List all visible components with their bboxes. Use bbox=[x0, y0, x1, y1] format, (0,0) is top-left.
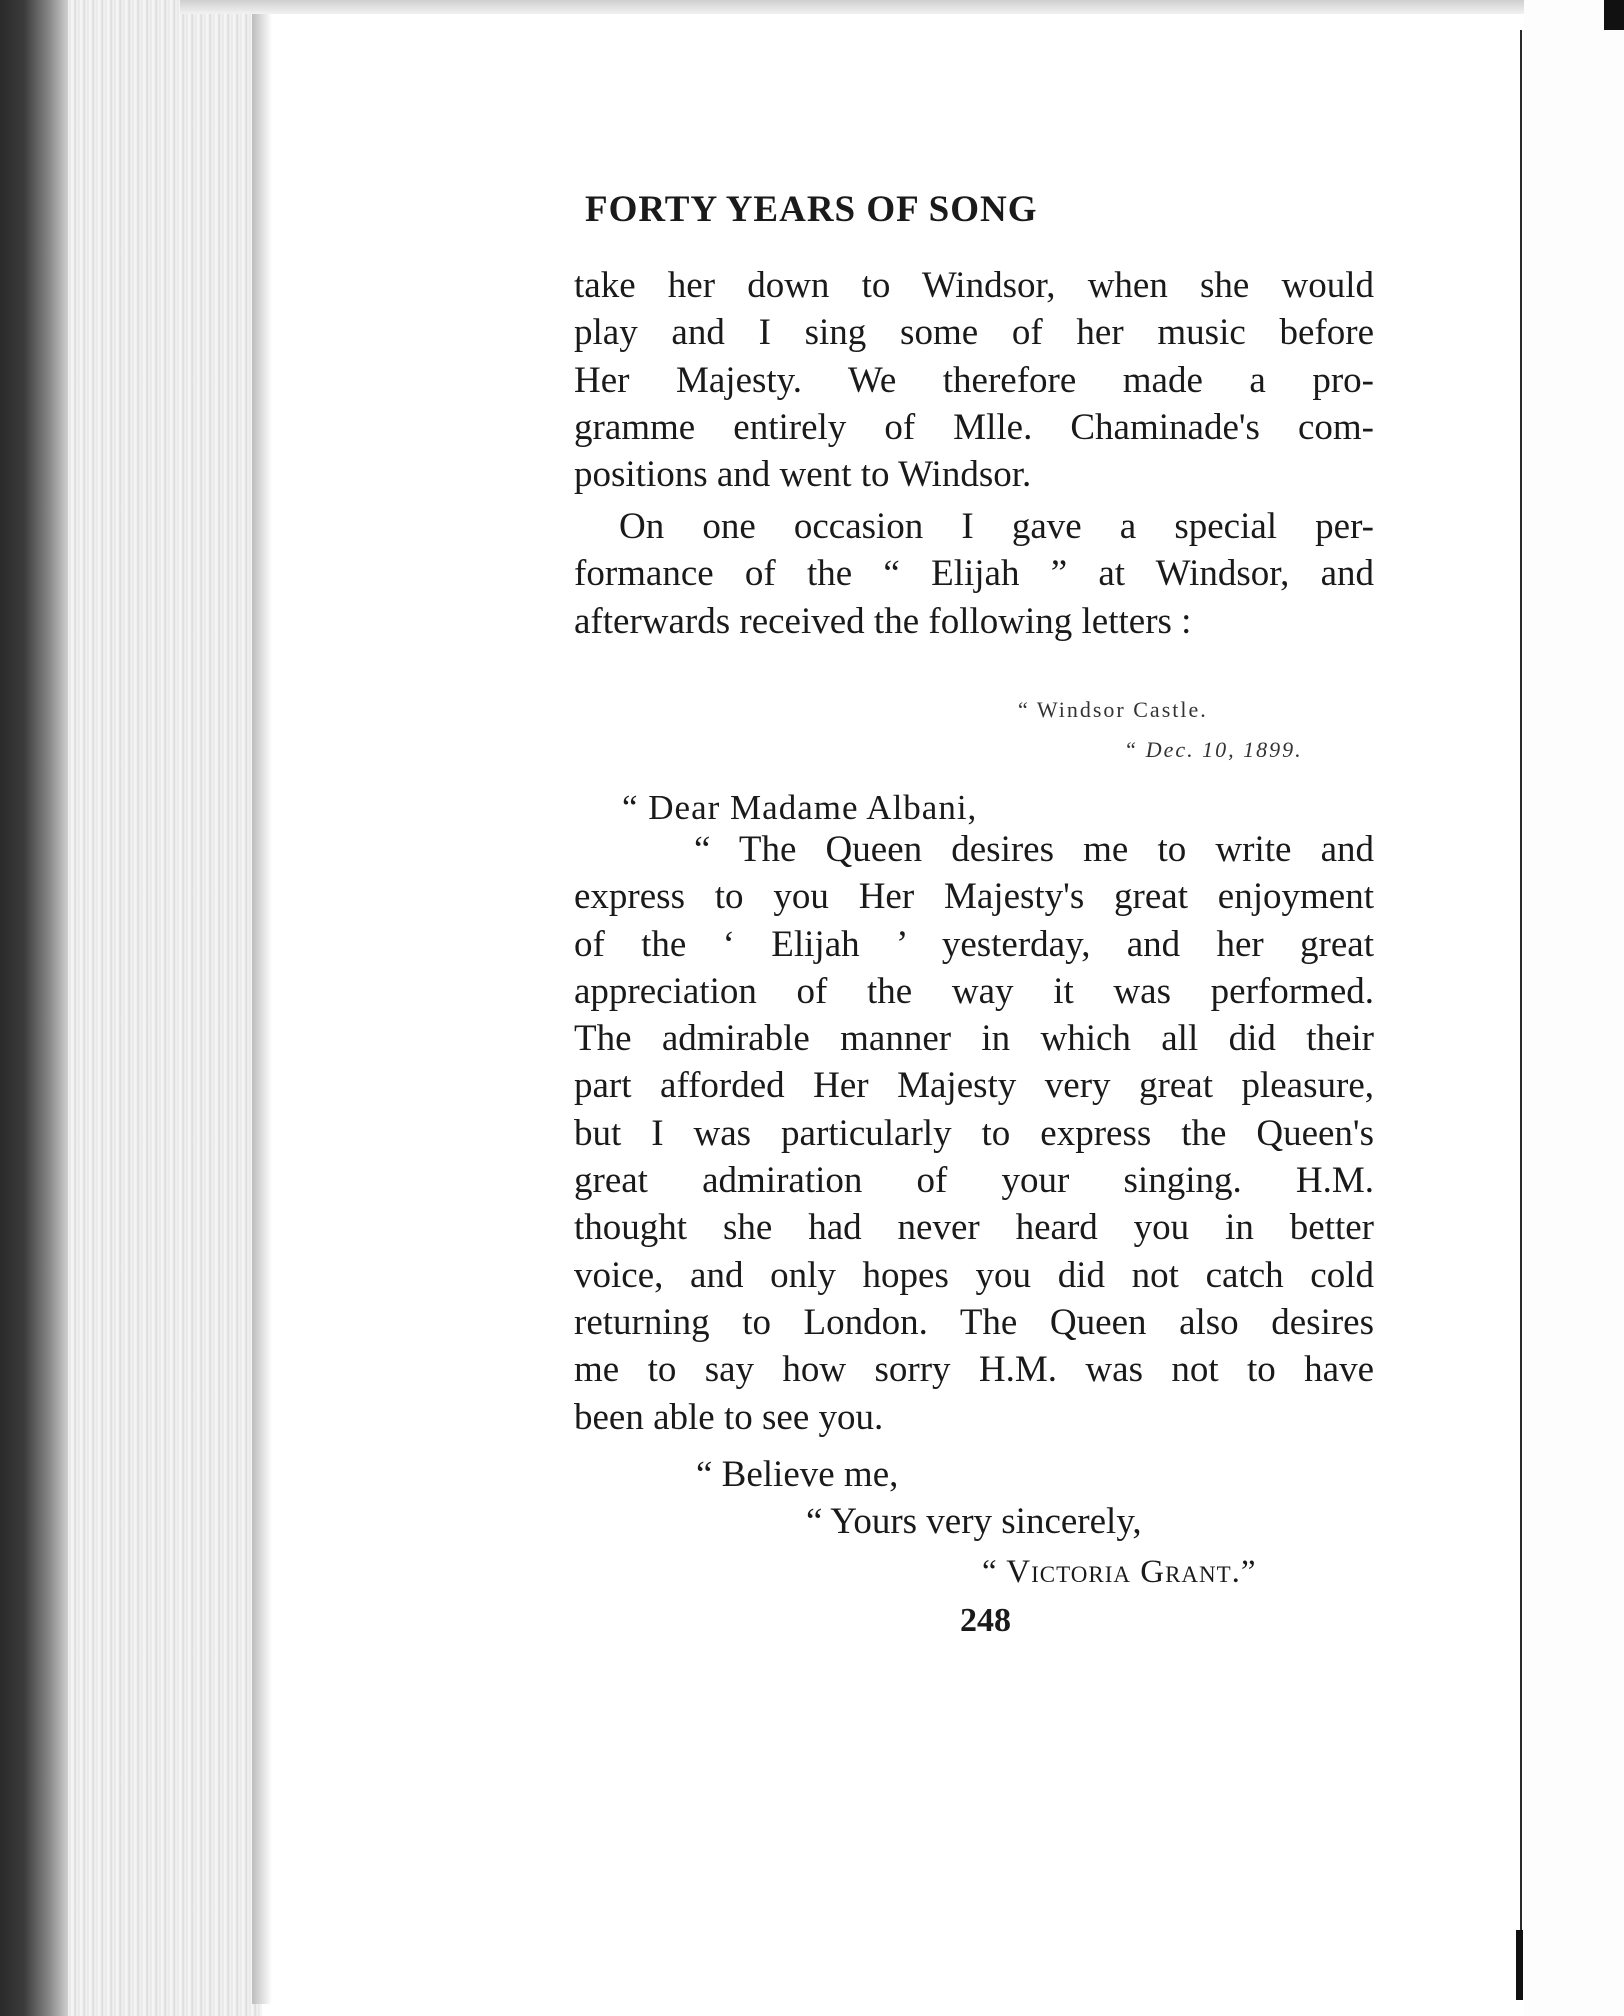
text-line: positions and went to Windsor. bbox=[574, 454, 1032, 496]
text-line: great admiration of your singing. H.M. bbox=[574, 1160, 1374, 1202]
text-line: “ The Queen desires me to write and bbox=[694, 829, 1374, 870]
text-line: express to you Her Majesty's great enjoyment bbox=[574, 876, 1374, 918]
text-line: play and I sing some of her music before bbox=[574, 312, 1374, 354]
letter-closing-2: “ Yours very sincerely, bbox=[806, 1501, 1142, 1542]
letter-signature: “ Victoria Grant.” bbox=[982, 1554, 1257, 1590]
text-line: Her Majesty. We therefore made a pro- bbox=[574, 359, 1374, 401]
page-gutter-shadow bbox=[252, 14, 272, 2004]
text-line: formance of the “ Elijah ” at Windsor, and bbox=[574, 553, 1374, 595]
text-line: returning to London. The Queen also desires bbox=[574, 1301, 1374, 1343]
right-margin bbox=[1524, 0, 1624, 2016]
letter-body bbox=[574, 826, 1374, 1441]
text-line: of the ‘ Elijah ’ yesterday, and her great bbox=[574, 923, 1374, 965]
text-line: take her down to Windsor, when she would bbox=[574, 265, 1374, 306]
text-line: me to say how sorry H.M. was not to have bbox=[574, 1349, 1374, 1391]
text-line: afterwards received the following letters : bbox=[574, 600, 1192, 642]
running-head: FORTY YEARS OF SONG bbox=[585, 189, 1038, 230]
text-line: The admirable manner in which all did their bbox=[574, 1018, 1374, 1060]
letter-closing-1: “ Believe me, bbox=[696, 1454, 899, 1495]
text-line: voice, and only hopes you did not catch cold bbox=[574, 1254, 1374, 1296]
right-top-shadow bbox=[1604, 0, 1624, 30]
text-line: part afforded Her Majesty very great pleasure, bbox=[574, 1065, 1374, 1107]
text-line: thought she had never heard you in better bbox=[574, 1207, 1374, 1249]
text-line: On one occasion I gave a special per- bbox=[619, 506, 1374, 547]
right-edge-mark bbox=[1516, 1930, 1523, 2000]
letter-date: “ Dec. 10, 1899. bbox=[1124, 737, 1303, 762]
book-cover-edge bbox=[0, 0, 68, 2016]
text-line: but I was particularly to express the Queen's bbox=[574, 1112, 1374, 1154]
text-line: gramme entirely of Mlle. Chaminade's com- bbox=[574, 406, 1374, 448]
letter-place: “ Windsor Castle. bbox=[1018, 697, 1208, 722]
letter-salutation: “ Dear Madame Albani, bbox=[622, 788, 978, 827]
paragraph-1 bbox=[574, 262, 1374, 498]
paragraph-2 bbox=[574, 503, 1374, 645]
text-line: been able to see you. bbox=[574, 1396, 884, 1438]
page-number: 248 bbox=[960, 1602, 1011, 1639]
page-top-edge bbox=[180, 0, 1624, 14]
right-page-edge-line bbox=[1520, 30, 1522, 1990]
text-line: appreciation of the way it was performed. bbox=[574, 970, 1374, 1012]
